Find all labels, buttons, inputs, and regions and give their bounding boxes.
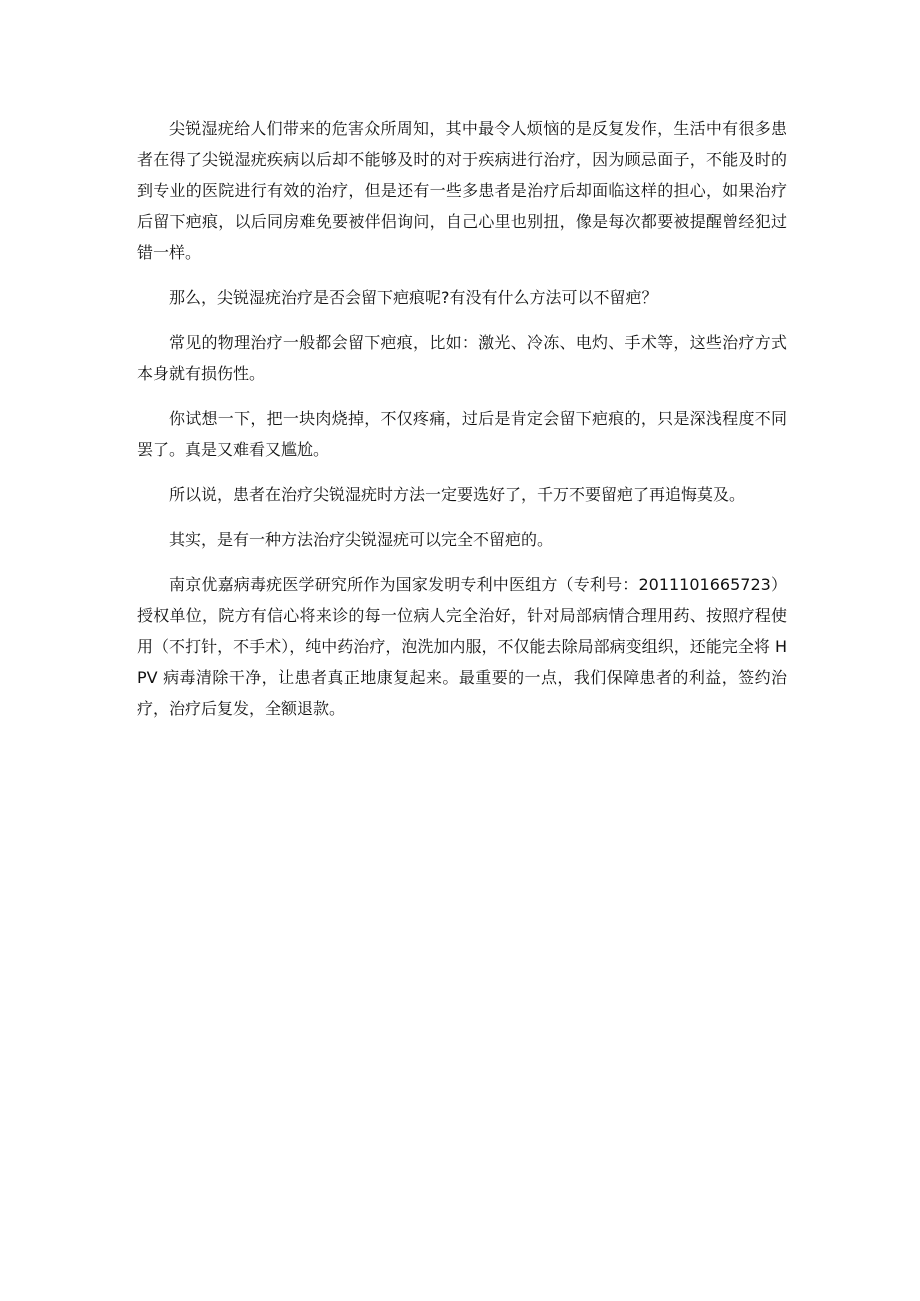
paragraph-physical-treatment: 常见的物理治疗一般都会留下疤痕，比如：激光、冷冻、电灼、手术等，这些治疗方式本身就有损伤性。	[137, 333, 787, 383]
paragraph-method: 其实，是有一种方法治疗尖锐湿疣可以完全不留疤的。	[169, 530, 554, 549]
paragraph-institute: 南京优嘉病毒疣医学研究所作为国家发明专利中医组方（专利号：2011101665723）授权单位，院方有信心将来诊的每一位病人完全治好，针对局部病情合理用药、按照疗程使用（不打针，不手术），纯中药治疗，泡洗加内服，不仅能去除局部病变组织，还能完全将 HPV 病毒清除干净，让患者真正地康复起来。最重要的一点，我们保障患者的利益，签约治疗，治疗后复发，全额退款。	[137, 575, 787, 718]
paragraph-intro: 尖锐湿疣给人们带来的危害众所周知，其中最令人烦恼的是反复发作，生活中有很多患者在得了尖锐湿疣疾病以后却不能够及时的对于疾病进行治疗，因为顾忌面子，不能及时的到专业的医院进行有效的治疗，但是还有一些多患者是治疗后却面临这样的担心，如果治疗后留下疤痕，以后同房难免要被伴侣询问，自己心里也别扭，像是每次都要被提醒曾经犯过错一样。	[137, 119, 787, 262]
document-body	[137, 113, 787, 738]
paragraph-advice: 所以说，患者在治疗尖锐湿疣时方法一定要选好了，千万不要留疤了再追悔莫及。	[169, 485, 746, 504]
paragraph-example: 你试想一下，把一块肉烧掉，不仅疼痛，过后是肯定会留下疤痕的，只是深浅程度不同罢了。真是又难看又尴尬。	[137, 409, 787, 459]
paragraph-question: 那么，尖锐湿疣治疗是否会留下疤痕呢?有没有什么方法可以不留疤？	[169, 288, 658, 307]
